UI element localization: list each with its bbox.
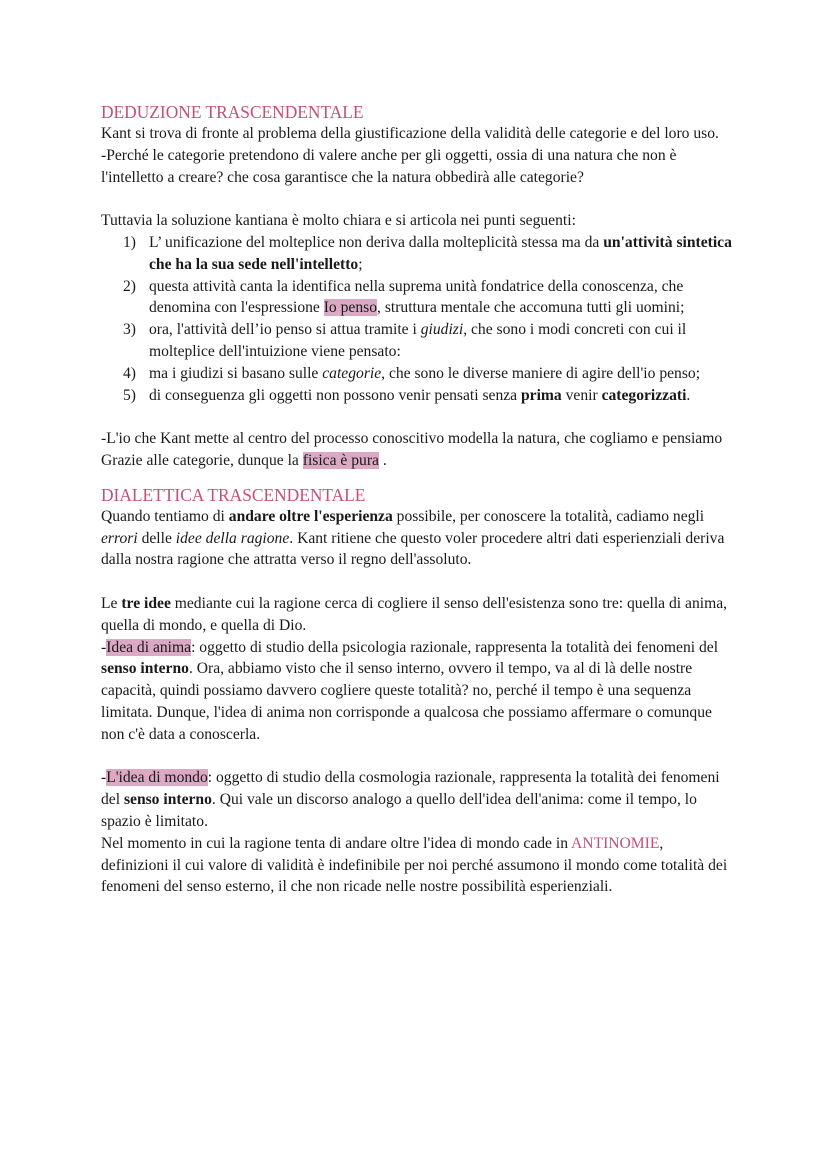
list-item: 4) ma i giudizi si basano sulle categorie, che sono le diverse maniere di agire dell'io penso; — [123, 364, 701, 382]
paragraph: -Idea di anima: oggetto di studio della psicologia razionale, rappresenta la totalità dei fenomeni del senso interno. Ora, abbiamo visto che il senso interno, ovvero il tempo, va al di là delle nostre capacità, quindi possiamo davvero cogliere queste totalità? no, perché il tempo è una sequenza limitata. Dunque, l'idea di anima non corrisponde a qualcosa che possiamo affermare o comunque non c'è data a conoscerla. — [101, 638, 719, 743]
paragraph: Tuttavia la soluzione kantiana è molto chiara e si articola nei punti seguenti: — [101, 212, 576, 230]
highlight: fisica è pura — [302, 451, 379, 469]
list-item: 1) L’ unificazione del molteplice non deriva dalla molteplicità stessa ma da un'attività sintetica che ha la sua sede nell'intelletto; — [123, 233, 732, 273]
list-item: 5) di conseguenza gli oggetti non possono venir pensati senza prima venir categorizzati. — [123, 386, 691, 404]
highlight: Idea di anima — [106, 638, 192, 656]
list-item: 2) questa attività canta la identifica nella suprema unità fondatrice della conoscenza, che denomina con l'espressione Io penso, struttura mentale che accomuna tutti gli uomini; — [123, 277, 685, 317]
pink-term: ANTINOMIE — [571, 834, 660, 852]
highlight: L'idea di mondo — [106, 769, 208, 787]
document-content — [101, 101, 733, 898]
paragraph: Kant si trova di fronte al problema della giustificazione della validità delle categorie e del loro uso. — [101, 125, 719, 142]
paragraph: Le tre idee mediante cui la ragione cerca di cogliere il senso dell'esistenza sono tre: quella di anima, quella di mondo, e quella di Dio. — [101, 594, 728, 634]
paragraph: -L'io che Kant mette al centro del processo conoscitivo modella la natura, che cogliamo e pensiamo Grazie alle categorie, dunque la fisica è pura . — [101, 430, 723, 469]
paragraph: Nel momento in cui la ragione tenta di andare oltre l'idea di mondo cade in ANTINOMIE, definizioni il cui valore di validità è indefinibile per noi perché assumono il mondo come totalità dei fenomeni del senso esterno, il che non ricade nelle nostre possibilità esperienziali. — [101, 834, 728, 896]
list-item: 3) ora, l'attività dell’io penso si attua tramite i giudizi, che sono i modi concreti con cui il molteplice dell'intuizione viene pensato: — [123, 321, 687, 360]
paragraph: -Perché le categorie pretendono di valere anche per gli oggetti, ossia di una natura che non è l'intelletto a creare? che cosa garantisce che la natura obbedirà alle categorie? — [101, 146, 677, 186]
highlight: Io penso — [323, 299, 378, 317]
paragraph: Quando tentiamo di andare oltre l'esperienza possibile, per conoscere la totalità, cadiamo negli errori delle idee della ragione. Kant ritiene che questo voler procedere altri dati esperienziali deriva dalla nostra ragione che attratta verso il regno dell'assoluto. — [101, 507, 725, 569]
section-title-deduzione: DEDUZIONE TRASCENDENTALE — [101, 102, 364, 122]
numbered-list — [101, 232, 733, 406]
section-title-dialettica: DIALETTICA TRASCENDENTALE — [101, 484, 366, 505]
paragraph: -L'idea di mondo: oggetto di studio della cosmologia razionale, rappresenta la totalità dei fenomeni del senso interno. Qui vale un discorso analogo a quello dell'idea dell'anima: come il tempo, lo spazio è limitato. — [101, 769, 720, 830]
